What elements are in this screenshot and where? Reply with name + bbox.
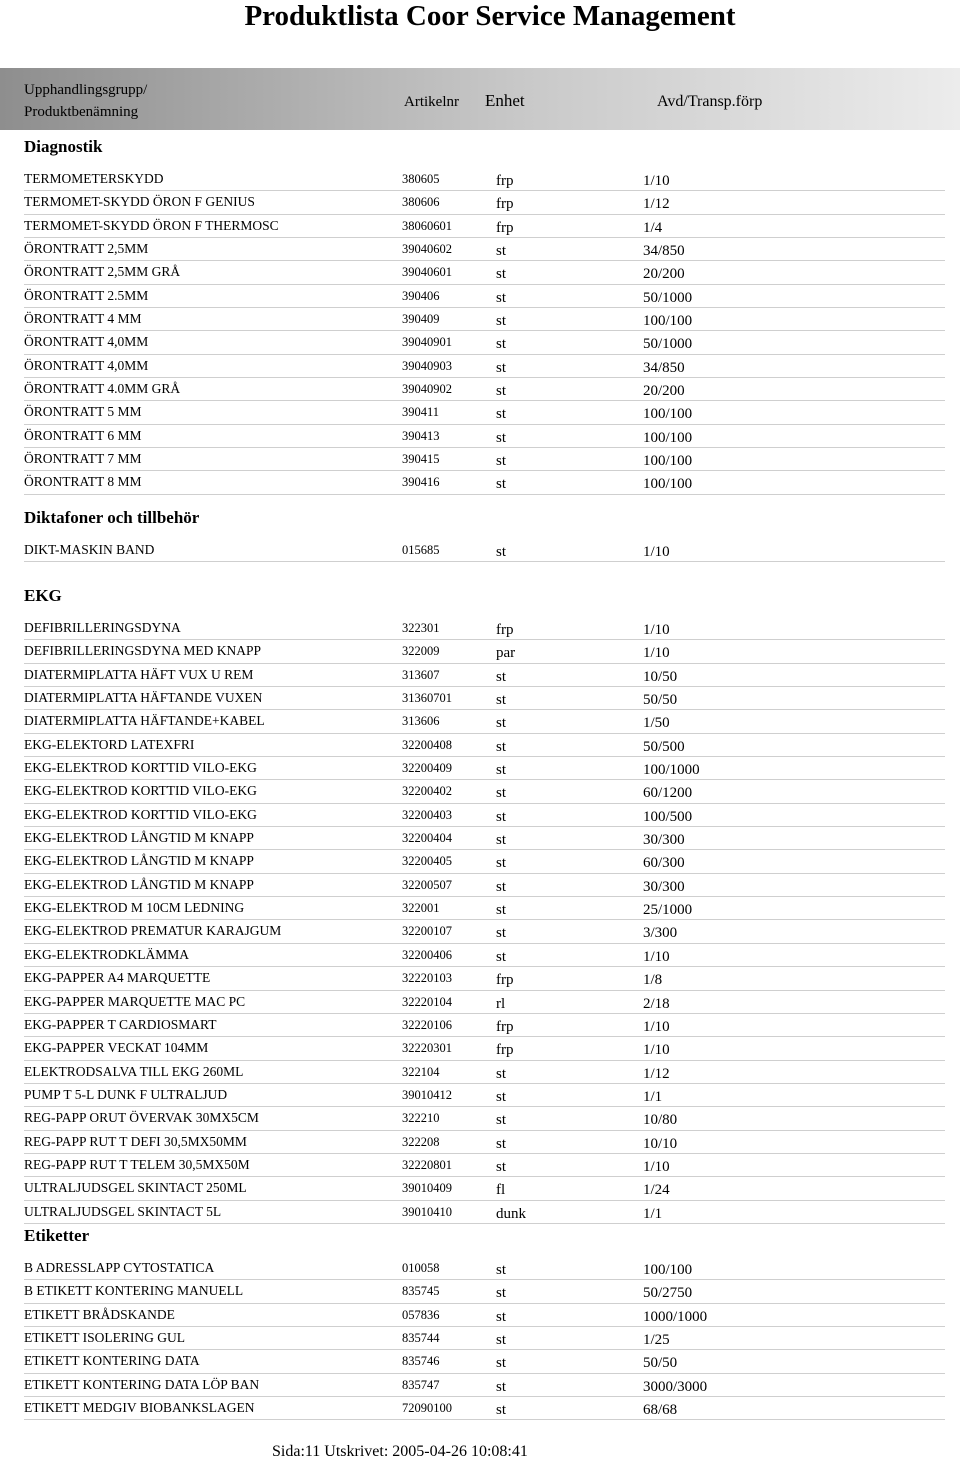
article-number: 380606 (402, 195, 440, 210)
table-row (24, 734, 945, 757)
article-number: 39040903 (402, 358, 452, 373)
unit: st (496, 948, 507, 965)
unit: st (496, 429, 507, 446)
table-row (24, 238, 945, 261)
table-row (24, 401, 945, 424)
product-name: ETIKETT KONTERING DATA LÖP BAN (24, 1376, 260, 1392)
package-size: 1/10 (643, 1158, 670, 1175)
table-row (24, 1327, 945, 1350)
product-name: ÖRONTRATT 4,0MM (24, 334, 149, 350)
article-number: 32200507 (402, 877, 452, 892)
package-size: 34/850 (643, 243, 685, 260)
package-size: 1/24 (643, 1182, 670, 1199)
section (24, 585, 945, 1224)
package-size: 50/50 (643, 1355, 678, 1372)
package-size: 1/10 (643, 173, 670, 189)
table-row (24, 1177, 945, 1200)
package-size: 1/1 (643, 1088, 663, 1105)
product-name: ÖRONTRATT 7 MM (24, 451, 142, 467)
table-row (24, 850, 945, 873)
product-name: ETIKETT KONTERING DATA (24, 1353, 200, 1369)
unit: fl (496, 1182, 506, 1199)
product-name: ÖRONTRATT 4,0MM (24, 357, 149, 373)
package-size: 100/100 (643, 1262, 693, 1278)
table-row (24, 1037, 945, 1060)
package-size: 1/10 (643, 948, 670, 965)
article-number: 010058 (402, 1261, 440, 1275)
unit: frp (496, 972, 514, 989)
unit: st (496, 1378, 507, 1395)
product-name: EKG-ELEKTROD KORTTID VILO-EKG (24, 783, 257, 799)
unit: st (496, 336, 507, 353)
product-name: DIKT-MASKIN BAND (24, 542, 155, 557)
article-number: 32200107 (402, 924, 452, 939)
table-row (24, 1304, 945, 1327)
unit: st (496, 1088, 507, 1105)
package-size: 50/2750 (643, 1285, 693, 1302)
package-size: 10/10 (643, 1135, 678, 1152)
article-number: 32200404 (402, 831, 452, 846)
product-name: PUMP T 5-L DUNK F ULTRALJUD (24, 1086, 228, 1102)
article-number: 32220103 (402, 971, 452, 986)
product-name: B ADRESSLAPP CYTOSTATICA (24, 1260, 215, 1275)
package-size: 10/50 (643, 668, 678, 685)
table-row (24, 804, 945, 827)
article-number: 390415 (402, 452, 440, 467)
package-size: 1/10 (643, 544, 670, 560)
product-name: ÖRONTRATT 2.5MM (24, 287, 149, 303)
table-row (24, 378, 945, 401)
table-row (24, 757, 945, 780)
package-size: 2/18 (643, 995, 670, 1012)
unit: frp (496, 1018, 514, 1035)
table-row (24, 1084, 945, 1107)
table-row (24, 191, 945, 214)
table-row (24, 710, 945, 733)
product-name: EKG-ELEKTROD LÅNGTID M KNAPP (24, 876, 254, 892)
page-title: Produktlista Coor Service Management (244, 0, 736, 32)
table-row (24, 1061, 945, 1084)
article-number: 390406 (402, 288, 440, 303)
table-row (24, 967, 945, 990)
article-number: 32200405 (402, 854, 452, 869)
article-number: 39040602 (402, 242, 452, 257)
header-group: Upphandlingsgrupp/ (24, 82, 148, 98)
table-row (24, 285, 945, 308)
article-number: 390413 (402, 428, 440, 443)
article-number: 39040901 (402, 335, 452, 350)
product-name: EKG-PAPPER VECKAT 104MM (24, 1040, 209, 1056)
product-name: DEFIBRILLERINGSDYNA MED KNAPP (24, 643, 262, 659)
table-row (24, 1014, 945, 1037)
product-name: REG-PAPP ORUT ÖVERVAK 30MX5CM (24, 1110, 259, 1126)
product-name: EKG-ELEKTROD LÅNGTID M KNAPP (24, 830, 254, 846)
product-name: TERMOMETERSKYDD (24, 171, 164, 186)
product-name: DEFIBRILLERINGSDYNA (24, 620, 181, 635)
package-size: 1/4 (643, 219, 663, 236)
product-name: EKG-ELEKTROD PREMATUR KARAJGUM (24, 923, 282, 939)
article-number: 835746 (402, 1354, 440, 1369)
header-pack: Avd/Transp.förp (657, 93, 763, 110)
unit: st (496, 1112, 507, 1129)
product-name: ETIKETT ISOLERING GUL (24, 1330, 185, 1346)
product-name: ÖRONTRATT 2,5MM GRÅ (24, 264, 181, 280)
unit: st (496, 668, 507, 685)
unit: st (496, 544, 507, 560)
unit: st (496, 453, 507, 470)
product-name: ELEKTRODSALVA TILL EKG 260ML (24, 1063, 244, 1079)
article-number: 32220104 (402, 994, 452, 1009)
unit: st (496, 1332, 507, 1349)
unit: st (496, 1065, 507, 1082)
product-name: ÖRONTRATT 5 MM (24, 404, 142, 420)
article-number: 322301 (402, 621, 440, 635)
section-title: EKG (24, 586, 62, 605)
table-row (24, 355, 945, 378)
section (24, 136, 945, 495)
article-number: 835744 (402, 1331, 440, 1346)
package-size: 50/500 (643, 738, 685, 755)
table-row (24, 1201, 945, 1224)
article-number: 39040601 (402, 265, 452, 280)
article-number: 72090100 (402, 1401, 452, 1416)
unit: rl (496, 995, 506, 1012)
table-row (24, 539, 945, 562)
table-row (24, 331, 945, 354)
product-name: DIATERMIPLATTA HÄFT VUX U REM (24, 666, 254, 682)
unit: st (496, 1135, 507, 1152)
header-article: Artikelnr (404, 94, 459, 110)
unit: st (496, 313, 507, 330)
article-number: 322210 (402, 1111, 440, 1126)
table-row (24, 687, 945, 710)
article-number: 39010410 (402, 1204, 452, 1219)
article-number: 32200406 (402, 947, 452, 962)
package-size: 1000/1000 (643, 1308, 708, 1325)
unit: st (496, 808, 507, 825)
package-size: 1/10 (643, 645, 670, 662)
table-row (24, 640, 945, 663)
product-name: ÖRONTRATT 8 MM (24, 474, 142, 490)
article-number: 835745 (402, 1284, 440, 1299)
unit: st (496, 1285, 507, 1302)
unit: frp (496, 173, 514, 189)
product-name: ÖRONTRATT 4 MM (24, 311, 142, 327)
article-number: 32200402 (402, 784, 452, 799)
product-name: EKG-ELEKTROD KORTTID VILO-EKG (24, 806, 257, 822)
article-number: 39040902 (402, 382, 452, 397)
unit: st (496, 902, 507, 919)
article-number: 057836 (402, 1307, 440, 1322)
table-row (24, 1107, 945, 1130)
product-name: DIATERMIPLATTA HÄFTANDE VUXEN (24, 690, 263, 706)
header-unit: Enhet (485, 91, 525, 110)
product-name: REG-PAPP RUT T TELEM 30,5MX50M (24, 1156, 250, 1172)
unit: frp (496, 219, 514, 236)
package-size: 3000/3000 (643, 1378, 708, 1395)
article-number: 32200409 (402, 761, 452, 776)
product-name: EKG-PAPPER MARQUETTE MAC PC (24, 993, 246, 1009)
table-row (24, 215, 945, 238)
unit: st (496, 855, 507, 872)
table-row (24, 897, 945, 920)
article-number: 313607 (402, 667, 440, 682)
package-size: 60/1200 (643, 785, 693, 802)
unit: par (496, 645, 516, 662)
table-row (24, 1350, 945, 1373)
article-number: 39010409 (402, 1181, 452, 1196)
section (24, 1225, 945, 1420)
unit: st (496, 266, 507, 283)
article-number: 380605 (402, 172, 440, 186)
table-row (24, 664, 945, 687)
unit: st (496, 1355, 507, 1372)
package-size: 100/100 (643, 429, 693, 446)
package-size: 1/10 (643, 622, 670, 638)
package-size: 50/1000 (643, 336, 693, 353)
package-size: 30/300 (643, 878, 685, 895)
product-name: EKG-ELEKTROD M 10CM LEDNING (24, 900, 245, 916)
product-name: EKG-ELEKTRODKLÄMMA (24, 946, 189, 962)
product-name: ULTRALJUDSGEL SKINTACT 5L (24, 1203, 222, 1219)
product-name: ÖRONTRATT 4.0MM GRÅ (24, 381, 181, 397)
product-name: EKG-PAPPER T CARDIOSMART (24, 1016, 217, 1032)
product-name: ETIKETT MEDGIV BIOBANKSLAGEN (24, 1400, 255, 1416)
article-number: 32220801 (402, 1157, 452, 1172)
article-number: 313606 (402, 714, 440, 729)
unit: st (496, 692, 507, 709)
unit: frp (496, 196, 514, 213)
unit: st (496, 289, 507, 306)
article-number: 322208 (402, 1134, 440, 1149)
article-number: 32220106 (402, 1017, 452, 1032)
table-row (24, 425, 945, 448)
page-footer: Sida:11 Utskrivet: 2005-04-26 10:08:41 (272, 1443, 528, 1460)
package-size: 100/100 (643, 313, 693, 330)
article-number: 390411 (402, 405, 440, 420)
article-number: 322009 (402, 644, 440, 659)
table-row (24, 448, 945, 471)
table-header (0, 68, 960, 130)
article-number: 390416 (402, 475, 440, 490)
product-name: EKG-ELEKTROD KORTTID VILO-EKG (24, 760, 257, 776)
package-size: 1/10 (643, 1042, 670, 1059)
unit: frp (496, 622, 514, 638)
section-title: Diktafoner och tillbehör (24, 508, 200, 527)
package-size: 20/200 (643, 266, 685, 283)
unit: st (496, 383, 507, 400)
product-name: TERMOMET-SKYDD ÖRON F THERMOSC (24, 217, 279, 233)
unit: st (496, 476, 507, 493)
unit: st (496, 1308, 507, 1325)
table-row (24, 308, 945, 331)
unit: st (496, 1402, 507, 1419)
package-size: 1/8 (643, 972, 663, 989)
unit: st (496, 832, 507, 849)
package-size: 1/10 (643, 1018, 670, 1035)
package-size: 30/300 (643, 832, 685, 849)
package-size: 1/1 (643, 1205, 663, 1222)
article-number: 390409 (402, 312, 440, 327)
product-name: ÖRONTRATT 6 MM (24, 427, 142, 443)
product-name: ETIKETT BRÅDSKANDE (24, 1306, 175, 1322)
unit: dunk (496, 1205, 526, 1222)
package-size: 68/68 (643, 1402, 678, 1419)
table-row (24, 1131, 945, 1154)
unit: st (496, 1158, 507, 1175)
unit: st (496, 243, 507, 260)
section (24, 507, 945, 562)
article-number: 31360701 (402, 691, 452, 706)
package-size: 50/50 (643, 692, 678, 709)
unit: st (496, 1262, 507, 1278)
table-row (24, 1280, 945, 1303)
package-size: 60/300 (643, 855, 685, 872)
article-number: 322001 (402, 901, 440, 916)
package-size: 100/500 (643, 808, 693, 825)
article-number: 32200408 (402, 737, 452, 752)
product-name: ULTRALJUDSGEL SKINTACT 250ML (24, 1180, 247, 1196)
table-row (24, 874, 945, 897)
unit: st (496, 715, 507, 732)
unit: st (496, 359, 507, 376)
unit: st (496, 925, 507, 942)
table-row (24, 944, 945, 967)
table-row (24, 1397, 945, 1420)
product-name: DIATERMIPLATTA HÄFTANDE+KABEL (24, 713, 265, 729)
package-size: 20/200 (643, 383, 685, 400)
package-size: 100/1000 (643, 762, 700, 779)
table-row (24, 827, 945, 850)
package-size: 25/1000 (643, 902, 693, 919)
table-row (24, 1257, 945, 1280)
package-size: 1/50 (643, 715, 670, 732)
section-title: Diagnostik (24, 137, 103, 156)
table-row (24, 1374, 945, 1397)
unit: frp (496, 1042, 514, 1059)
unit: st (496, 406, 507, 423)
product-name: EKG-PAPPER A4 MARQUETTE (24, 970, 211, 986)
package-size: 34/850 (643, 359, 685, 376)
package-size: 50/1000 (643, 289, 693, 306)
package-size: 3/300 (643, 925, 678, 942)
article-number: 322104 (402, 1064, 440, 1079)
product-name: EKG-ELEKTORD LATEXFRI (24, 736, 195, 752)
article-number: 38060601 (402, 218, 452, 233)
unit: st (496, 738, 507, 755)
product-name: ÖRONTRATT 2,5MM (24, 241, 149, 257)
package-size: 10/80 (643, 1112, 678, 1129)
package-size: 1/12 (643, 196, 670, 213)
article-number: 39010412 (402, 1087, 452, 1102)
table-row (24, 780, 945, 803)
package-size: 100/100 (643, 476, 693, 493)
package-size: 100/100 (643, 406, 693, 423)
product-name: B ETIKETT KONTERING MANUELL (24, 1283, 244, 1299)
unit: st (496, 878, 507, 895)
package-size: 1/12 (643, 1065, 670, 1082)
package-size: 1/25 (643, 1332, 670, 1349)
product-name: TERMOMET-SKYDD ÖRON F GENIUS (24, 194, 255, 210)
table-row (24, 1154, 945, 1177)
article-number: 015685 (402, 543, 440, 557)
header-product: Produktbenämning (24, 104, 139, 120)
article-number: 32220301 (402, 1041, 452, 1056)
article-number: 835747 (402, 1377, 440, 1392)
package-size: 100/100 (643, 453, 693, 470)
table-row (24, 617, 945, 640)
unit: st (496, 762, 507, 779)
table-row (24, 471, 945, 494)
table-row (24, 168, 945, 191)
table-row (24, 920, 945, 943)
product-name: EKG-ELEKTROD LÅNGTID M KNAPP (24, 853, 254, 869)
unit: st (496, 785, 507, 802)
table-row (24, 991, 945, 1014)
product-name: REG-PAPP RUT T DEFI 30,5MX50MM (24, 1133, 247, 1149)
article-number: 32200403 (402, 807, 452, 822)
table-row (24, 261, 945, 284)
section-title: Etiketter (24, 1226, 90, 1245)
